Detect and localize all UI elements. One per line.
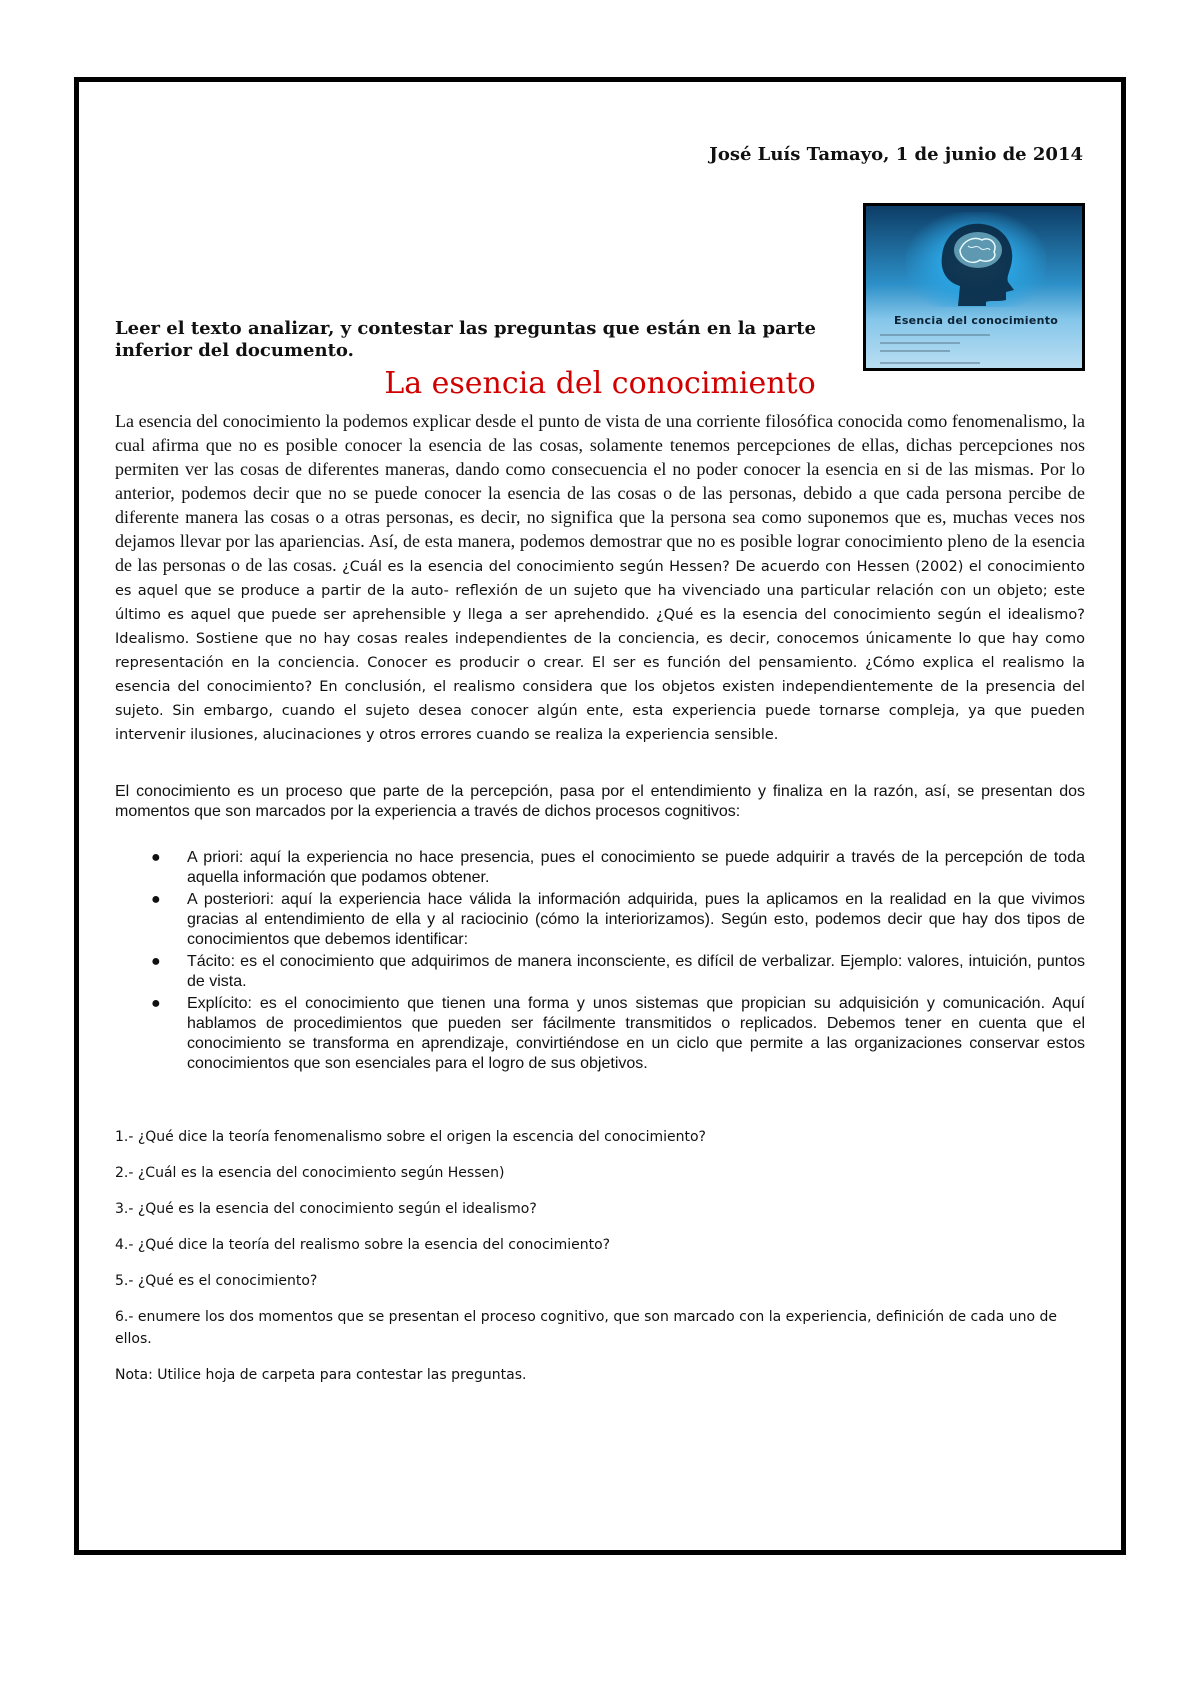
thumbnail-text-line: [880, 334, 990, 336]
bullet-icon: ●: [151, 995, 161, 1012]
question-5: 5.- ¿Qué es el conocimiento?: [115, 1273, 318, 1289]
thumbnail-text-line: [880, 362, 980, 364]
thumbnail-title: Esencia del conocimiento: [894, 314, 1059, 327]
second-paragraph: El conocimiento es un proceso que parte de la percepción, pasa por el entendimiento y finaliza en la razón, así, se presentan dos momentos que son marcados por la experiencia a través de dichos procesos cognitivos:: [115, 783, 1085, 820]
question-3: 3.- ¿Qué es la esencia del conocimiento según el idealismo?: [115, 1201, 537, 1217]
cover-thumbnail: [863, 203, 1085, 371]
head-brain-icon: [928, 216, 1024, 308]
question-2: 2.- ¿Cuál es la esencia del conocimiento según Hessen): [115, 1165, 505, 1181]
bullet-icon: ●: [151, 891, 161, 908]
note: Nota: Utilice hoja de carpeta para contestar las preguntas.: [115, 1367, 527, 1383]
question-1: 1.- ¿Qué dice la teoría fenomenalismo sobre el origen la escencia del conocimiento?: [115, 1129, 706, 1145]
question-6: 6.- enumere los dos momentos que se presentan el proceso cognitivo, que son marcado con la experiencia, definición de cada uno de ellos.: [115, 1309, 1057, 1347]
list-item: ● Tácito: es el conocimiento que adquirimos de manera inconsciente, es difícil de verbalizar. Ejemplo: valores, intuición, puntos de vista.: [151, 953, 1085, 990]
question-4: 4.- ¿Qué dice la teoría del realismo sobre la esencia del conocimiento?: [115, 1237, 611, 1253]
document-title: La esencia del conocimiento: [384, 366, 816, 401]
questions-section: [115, 1126, 1085, 1400]
list-item: ● A priori: aquí la experiencia no hace presencia, pues el conocimiento se puede adquirir a través de la percepción de toda aquella información que podamos obtener.: [151, 849, 1085, 886]
paragraph-sans-part: ¿Cuál es la esencia del conocimiento según Hessen? De acuerdo con Hessen (2002) el conocimiento es aquel que se produce a partir de la auto- reflexión de un sujeto que ha vivenciado una particular relación con un objeto; este último es aquel que puede ser aprehensible y llega a ser aprehendido. ¿Qué es la esencia del conocimiento según el idealismo? Idealismo. Sostiene que no hay cosas reales independientes de la conciencia, es decir, conocemos únicamente lo que hay como representación en la conciencia. Conocer es producir o crear. El ser es función del pensamiento. ¿Cómo explica el realismo la esencia del conocimiento? En conclusión, el realismo considera que los objetos existen independientemente de la presencia del sujeto. Sin embargo, cuando el sujeto desea conocer algún ente, esta experiencia puede tornarse compleja, ya que pueden intervenir ilusiones, alucinaciones y otros errores cuando se realiza la experiencia sensible.: [115, 559, 1085, 743]
instructions: Leer el texto analizar, y contestar las preguntas que están en la parte inferior del documento.: [115, 318, 816, 361]
author-date: José Luís Tamayo, 1 de junio de 2014: [709, 144, 1083, 165]
moments-list: [115, 848, 1085, 1076]
thumbnail-text-line: [880, 342, 960, 344]
list-item: ● A posteriori: aquí la experiencia hace válida la información adquirida, pues la aplicamos en la realidad en la que vivimos gracias al entendimiento de ella y al raciocinio (cómo la interiorizamos). Según esto, podemos decir que hay dos tipos de conocimientos que debemos identificar:: [151, 891, 1085, 948]
paragraph-serif-part: La esencia del conocimiento la podemos explicar desde el punto de vista de una corriente filosófica conocida como fenomenalismo, la cual afirma que no es posible conocer la esencia de las cosas, solamente tenemos percepciones de ellas, dichas percepciones nos permiten ver las cosas de diferentes maneras, dando como consecuencia el no poder conocer la esencia en si de las mismas. Por lo anterior, podemos decir que no se puede conocer la esencia de las cosas o de las personas, debido a que cada persona percibe de diferente manera las cosas o a otras personas, es decir, no significa que la persona sea como suponemos que es, muchas veces nos dejamos llevar por las apariencias. Así, de esta manera, podemos demostrar que no es posible lograr conocimiento pleno de la esencia de las personas o de las cosas.: [115, 411, 1085, 575]
main-paragraph: [115, 410, 1085, 747]
bullet-icon: ●: [151, 953, 161, 970]
thumbnail-text-line: [880, 350, 950, 352]
list-item: ● Explícito: es el conocimiento que tienen una forma y unos sistemas que propician su adquisición y comunicación. Aquí hablamos de procedimientos que pueden ser fácilmente transmitidos o replicados. Debemos tener en cuenta que el conocimiento se transforma en aprendizaje, convirtiéndose en un ciclo que permite a las organizaciones conservar estos conocimientos que son esenciales para el logro de sus objetivos.: [151, 995, 1085, 1072]
bullet-icon: ●: [151, 849, 161, 866]
